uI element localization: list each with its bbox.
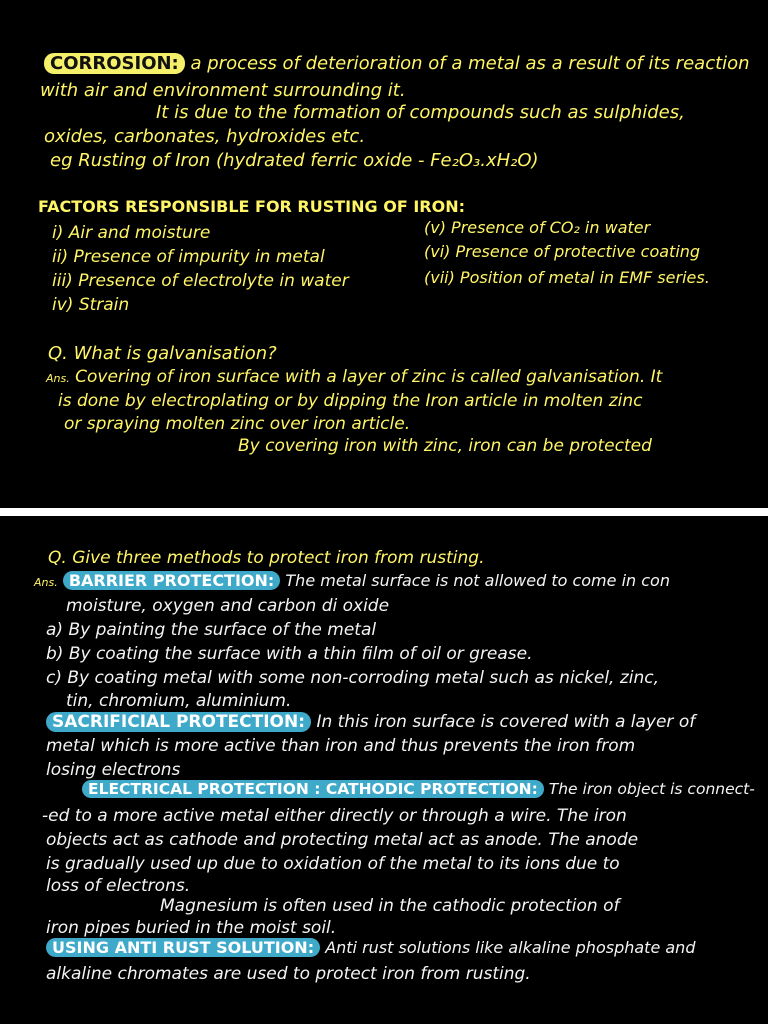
barrier-line-1	[34, 573, 670, 589]
electrical-line-1	[82, 782, 755, 798]
antirust-term: USING ANTI RUST SOLUTION:	[46, 938, 320, 957]
barrier-item: b) By coating the surface with a thin film of oil or grease.	[46, 644, 533, 664]
barrier-item-continued: tin, chromium, aluminium.	[66, 691, 292, 711]
panel-divider	[0, 508, 768, 516]
answer-label: Ans.	[46, 372, 70, 385]
answer-text: Covering of iron surface with a layer of zinc is called galvanisation. It	[75, 367, 663, 387]
magnesium-line-2: iron pipes buried in the moist soil.	[46, 918, 337, 938]
antirust-line-2: alkaline chromates are used to protect iron from rusting.	[46, 964, 531, 984]
magnesium-line-1: Magnesium is often used in the cathodic protection of	[160, 896, 620, 916]
barrier-item: a) By painting the surface of the metal	[46, 620, 377, 640]
barrier-item: c) By coating metal with some non-corroding metal such as nickel, zinc,	[46, 668, 660, 688]
corrosion-line-2: with air and environment surrounding it.	[40, 80, 406, 101]
notes-panel-top	[0, 0, 768, 508]
electrical-line-5: loss of electrons.	[46, 876, 191, 896]
electrical-definition: The iron object is connect-	[548, 780, 755, 798]
sacrificial-line-3: losing electrons	[46, 760, 181, 780]
corrosion-term: CORROSION:	[44, 53, 185, 74]
factors-heading: FACTORS RESPONSIBLE FOR RUSTING OF IRON:	[38, 197, 465, 216]
factor-item: (vi) Presence of protective coating	[424, 242, 701, 261]
galvanisation-answer-line-2: is done by electroplating or by dipping the Iron article in molten zinc	[58, 391, 643, 411]
due-to-line-1: It is due to the formation of compounds such as sulphides,	[156, 102, 685, 123]
barrier-definition: The metal surface is not allowed to come in con	[285, 571, 670, 590]
antirust-line-1	[46, 940, 695, 956]
factor-item: ii) Presence of impurity in metal	[52, 247, 325, 267]
electrical-line-4: is gradually used up due to oxidation of the metal to its ions due to	[46, 854, 620, 874]
galvanisation-answer-line-1	[46, 369, 662, 386]
galvanisation-question: Q. What is galvanisation?	[48, 343, 277, 364]
sacrificial-term: SACRIFICIAL PROTECTION:	[46, 712, 311, 732]
due-to-line-2: oxides, carbonates, hydroxides etc.	[44, 126, 366, 147]
factor-item: (vii) Position of metal in EMF series.	[424, 268, 710, 287]
electrical-term: ELECTRICAL PROTECTION : CATHODIC PROTECTION:	[82, 780, 544, 798]
sacrificial-line-2: metal which is more active than iron and thus prevents the iron from	[46, 736, 636, 756]
sacrificial-line-1	[46, 714, 695, 731]
galvanisation-answer-line-3: or spraying molten zinc over iron article.	[64, 414, 411, 434]
sacrificial-definition: In this iron surface is covered with a layer of	[316, 712, 696, 732]
rusting-example: eg Rusting of Iron (hydrated ferric oxide - Fe₂O₃.xH₂O)	[50, 150, 539, 171]
factor-item: (v) Presence of CO₂ in water	[424, 218, 651, 237]
factor-item: iv) Strain	[52, 295, 130, 315]
corrosion-line-1	[44, 55, 750, 73]
barrier-line-2: moisture, oxygen and carbon di oxide	[66, 596, 390, 616]
protection-question: Q. Give three methods to protect iron from rusting.	[48, 548, 485, 568]
factor-item: i) Air and moisture	[52, 223, 211, 243]
factor-item: iii) Presence of electrolyte in water	[52, 271, 349, 291]
corrosion-definition: a process of deterioration of a metal as a result of its reaction	[190, 53, 750, 74]
answer-label: Ans.	[34, 576, 58, 589]
barrier-term: BARRIER PROTECTION:	[63, 571, 280, 590]
antirust-definition: Anti rust solutions like alkaline phosphate and	[325, 938, 696, 957]
galvanisation-answer-line-4: By covering iron with zinc, iron can be protected	[238, 436, 652, 456]
electrical-line-3: objects act as cathode and protecting metal act as anode. The anode	[46, 830, 639, 850]
electrical-line-2: -ed to a more active metal either directly or through a wire. The iron	[42, 806, 627, 826]
notes-panel-bottom	[0, 516, 768, 1024]
